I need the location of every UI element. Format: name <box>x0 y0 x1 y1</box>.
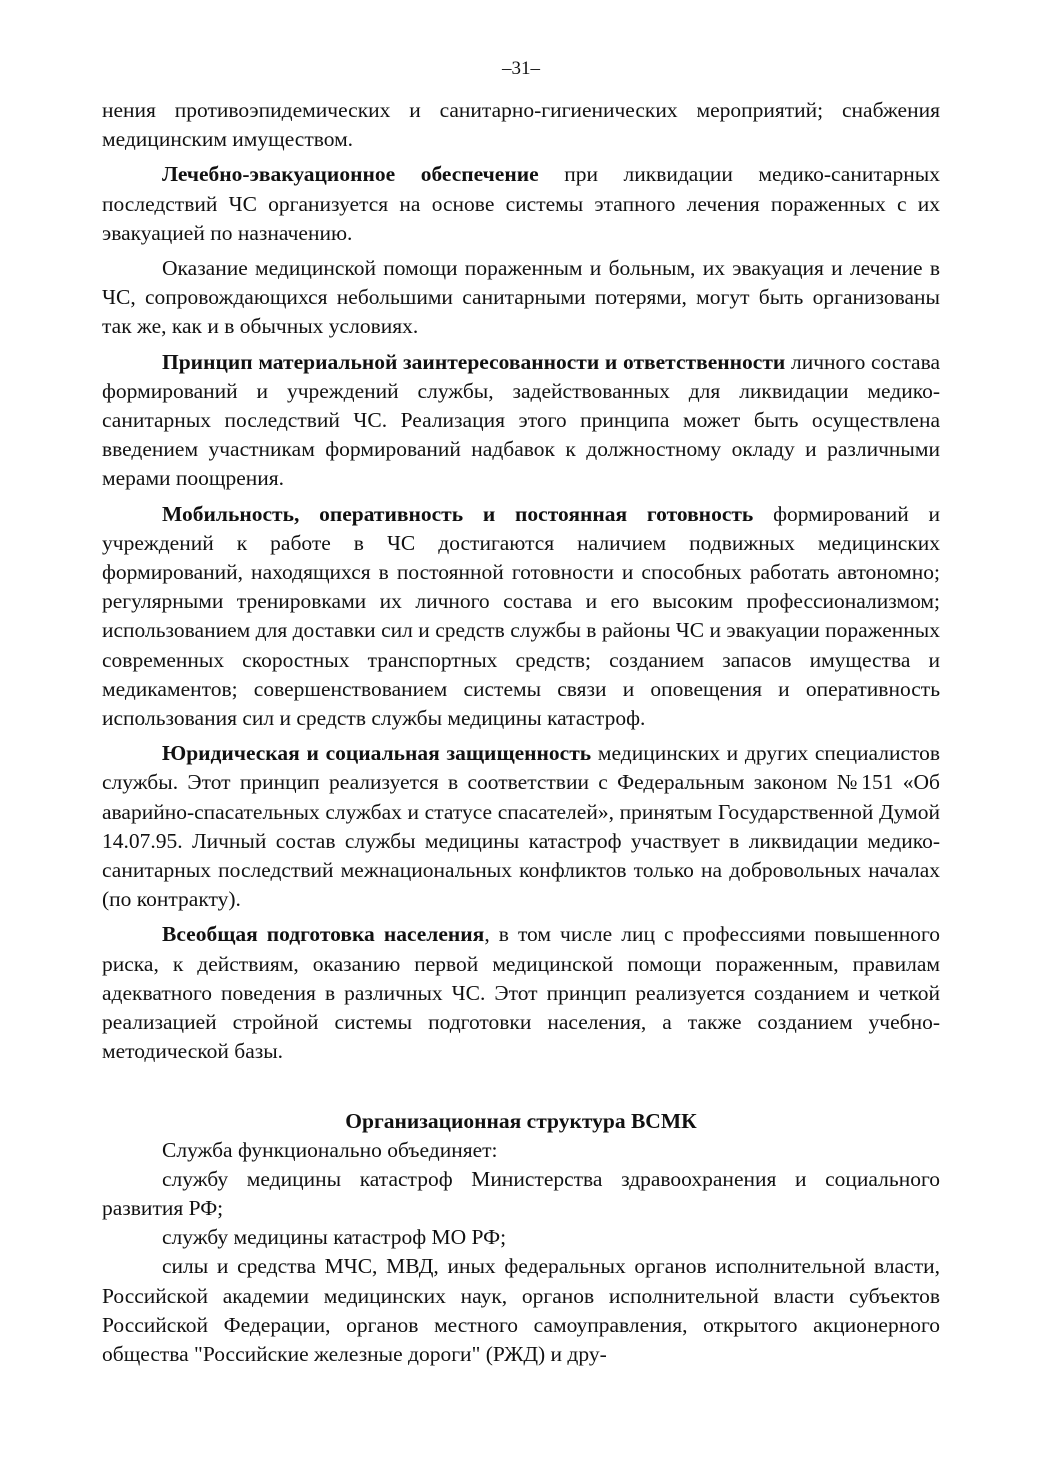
section-paragraph: Служба функционально объединяет: <box>162 1137 498 1162</box>
paragraph-text: нения противоэпидемических и санитарно-гигиенических мероприятий; снабжения медицинским имуществом. <box>102 98 940 152</box>
paragraph-continuation <box>102 96 940 154</box>
section-paragraph: службу медицины катастроф Министерства здравоохранения и социального развития РФ; <box>102 1166 940 1220</box>
paragraph-lead-term: Мобильность, оперативность и постоянная готовность <box>162 501 754 526</box>
page-number: –31– <box>502 58 540 79</box>
paragraph-lead-term: Лечебно-эвакуационное обеспечение <box>162 162 539 187</box>
paragraph-text: , в том числе лиц с профессиями повышенного риска, к действиям, оказанию первой медицинской помощи пораженным, правилам адекватного поведения в различных ЧС. Этот принцип реализуется созданием и четкой реализацией стройной системы подготовки населения, а также созданием учебно-методической базы. <box>102 922 940 1064</box>
paragraph-lead-term: Всеобщая подготовка населения <box>162 922 485 947</box>
paragraph-material-interest <box>102 348 940 494</box>
paragraph-text: Оказание медицинской помощи пораженным и больным, их эвакуация и лечение в ЧС, сопровождающихся небольшими санитарными потерями, могут быть организованы так же, как и в обычных условиях. <box>102 256 940 339</box>
paragraph-mobility <box>102 500 940 734</box>
paragraph-legal-protection <box>102 739 940 914</box>
paragraph-medical-aid <box>102 254 940 342</box>
paragraph-lead-term: Принцип материальной заинтересованности и ответственности <box>162 349 786 374</box>
section-paragraph: службу медицины катастроф МО РФ; <box>162 1225 507 1250</box>
paragraph-lead-term: Юридическая и социальная защищенность <box>162 741 592 766</box>
paragraph-medical-evacuation <box>102 160 940 248</box>
paragraph-text: формирований и учреждений к работе в ЧС достигаются наличием подвижных медицинских формирований, находящихся в постоянной готовности и способных работать автономно; регулярными тренировками их личного состава и его высоким профессионализмом; использованием для доставки сил и средств службы в районы ЧС и эвакуации пораженных современных скоростных транспортных средств; созданием запасов имущества и медикаментов; совершенствованием системы связи и оповещения и оперативность использования сил и средств службы медицины катастроф. <box>102 501 940 731</box>
paragraph-text: при ликвидации медико-санитарных последствий ЧС организуется на основе системы этапного лечения пораженных с их эвакуацией по назначению. <box>102 162 941 245</box>
section-heading: Организационная структура ВСМК <box>345 1108 697 1133</box>
document-page <box>102 56 940 1369</box>
paragraph-text: медицинских и других специалистов службы. Этот принцип реализуется в соответствии с Федеральным законом №151 «Об аварийно-спасательных службах и статусе спасателей», принятым Государственной Думой 14.07.95. Личный состав службы медицины катастроф участвует в ликвидации медико-санитарных последствий межнациональных конфликтов только на добровольных началах (по контракту). <box>102 741 941 912</box>
section-paragraph: силы и средства МЧС, МВД, иных федеральных органов исполнительной власти, Российской академии медицинских наук, органов исполнительной власти субъектов Российской Федерации, органов местного самоуправления, открытого акционерного общества "Российские железные дороги" (РЖД) и дру- <box>102 1254 940 1366</box>
paragraph-population-training <box>102 920 940 1066</box>
paragraph-text: личного состава формирований и учреждений службы, задействованных для ликвидации медико-санитарных последствий ЧС. Реализация этого принципа может быть осуществлена введением участникам формирований надбавок к должностному окладу и различными мерами поощрения. <box>102 349 940 491</box>
